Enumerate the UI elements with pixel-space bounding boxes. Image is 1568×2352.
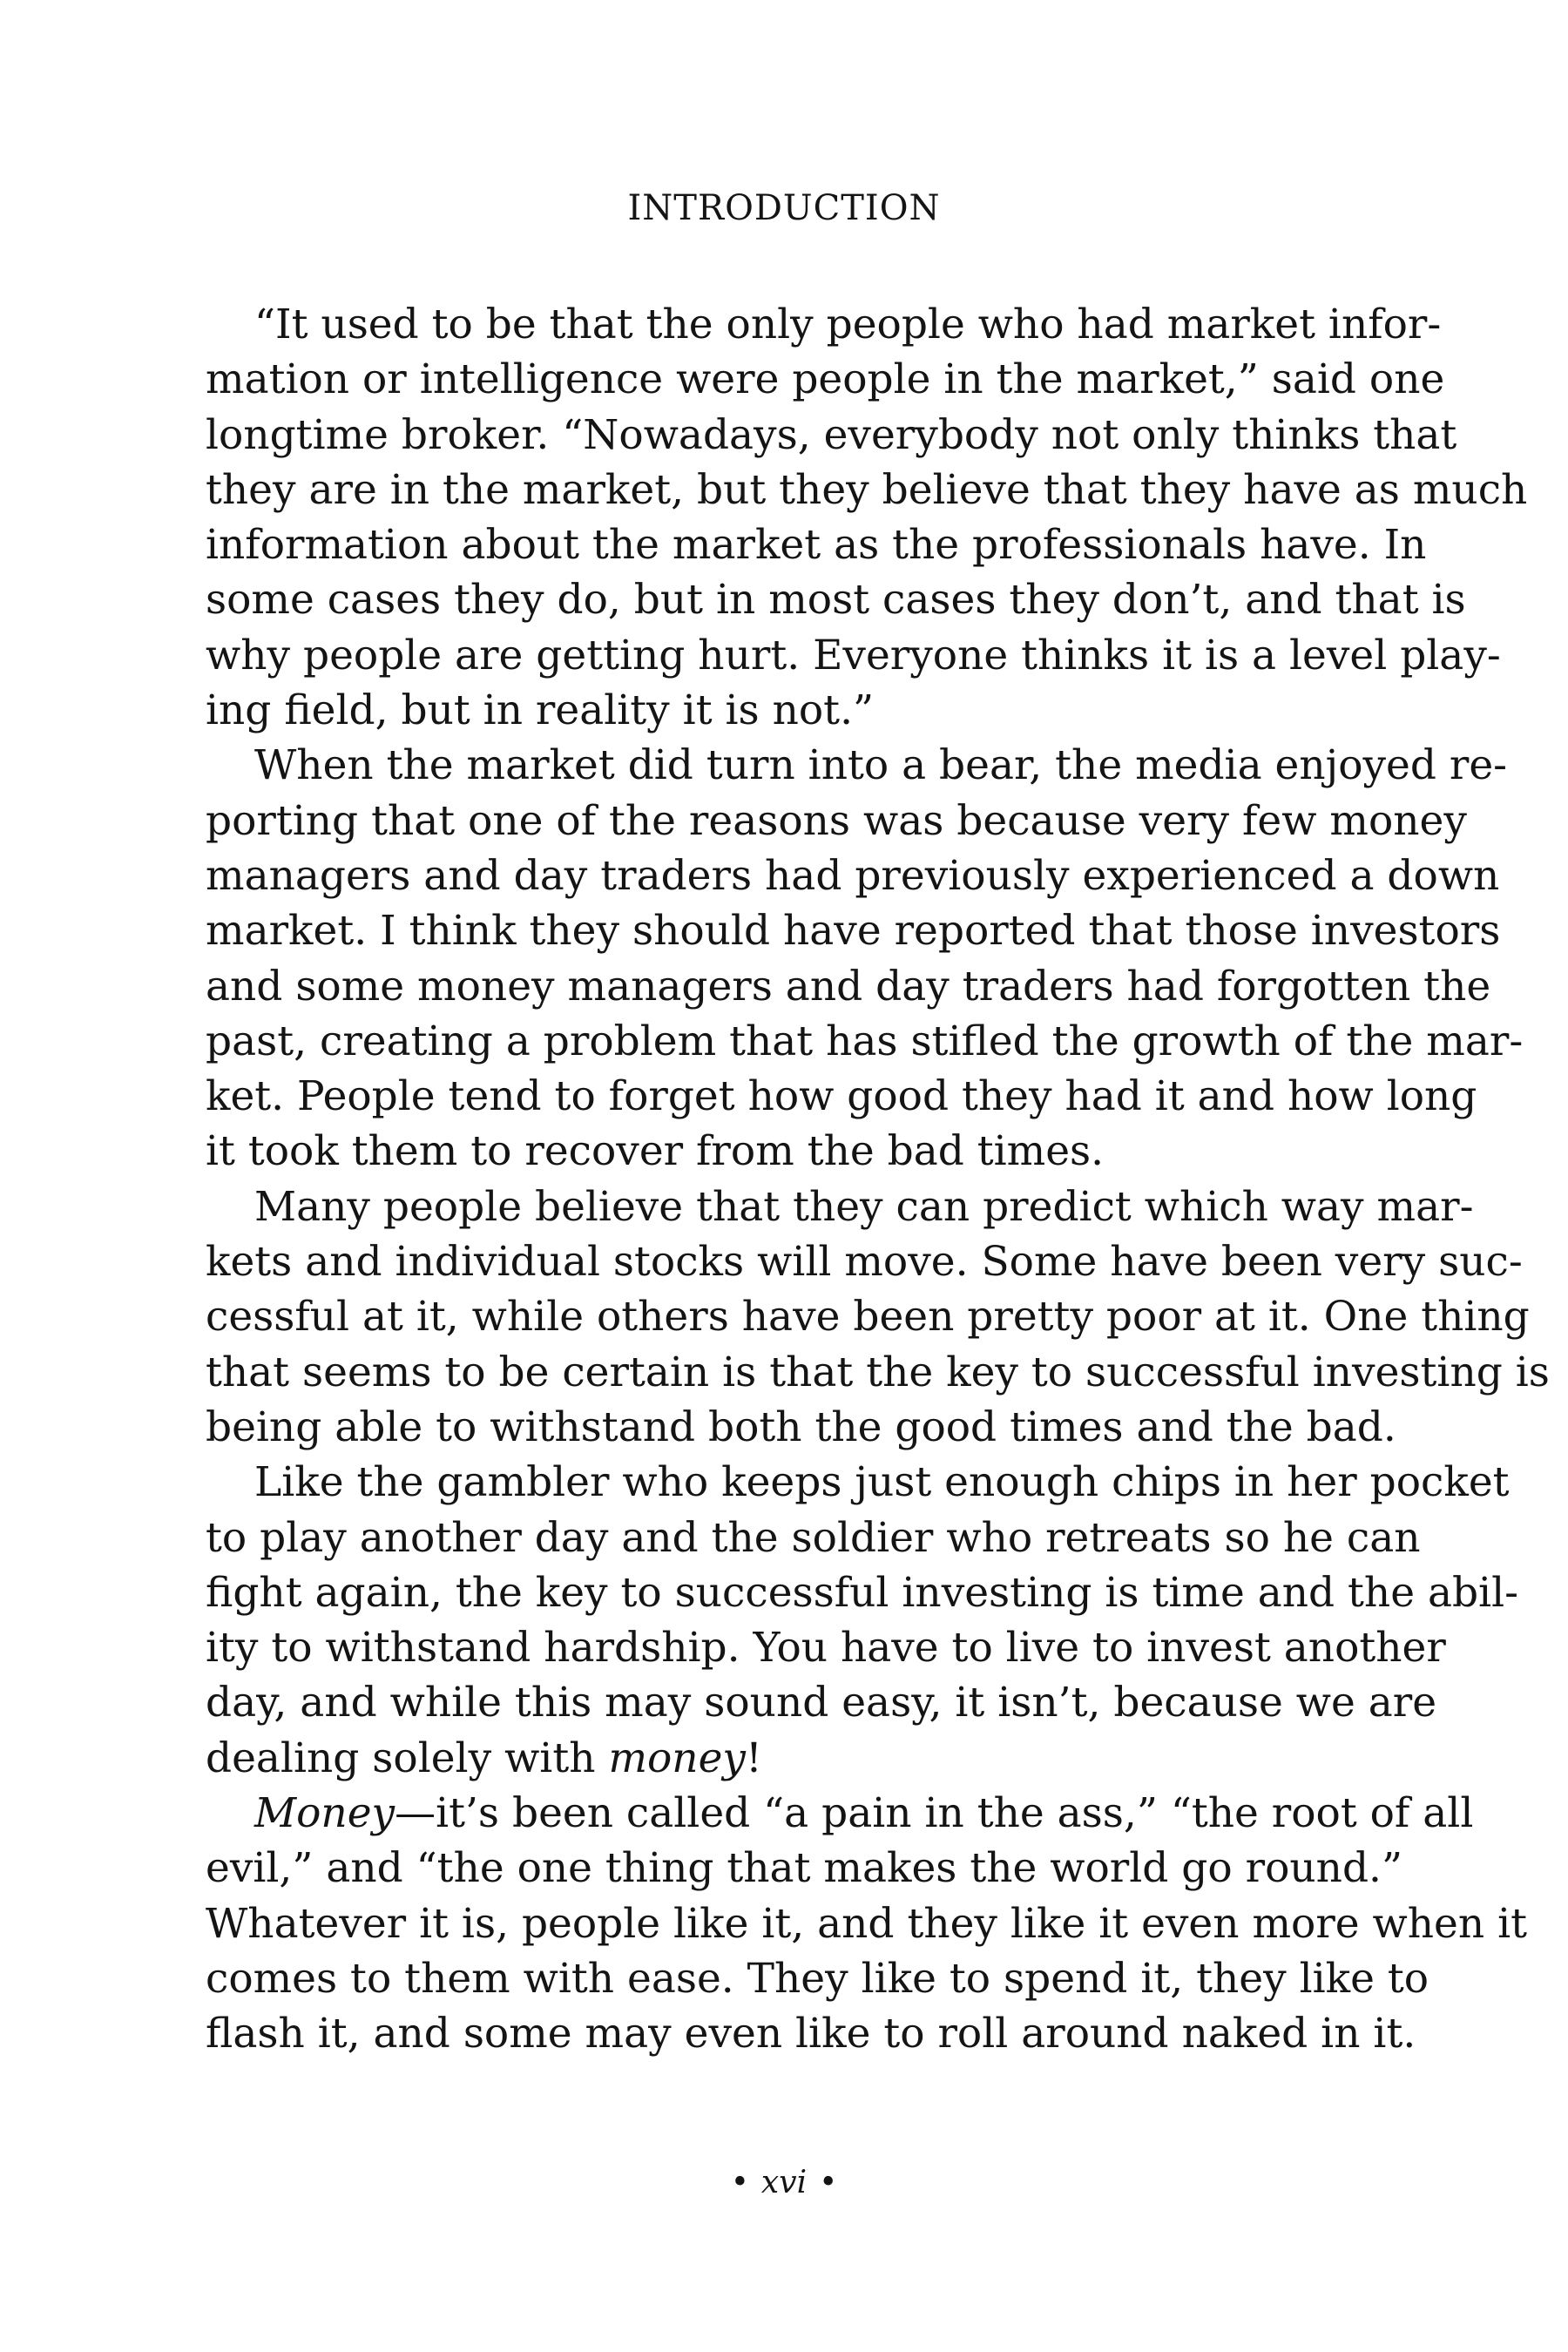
body-text [206,297,1550,2062]
text-run: dealing solely with [206,1734,609,1782]
text-line: that seems to be certain is that the key to successful investing is [206,1348,1550,1396]
text-line: mation or intelligence were people in the market,” said one [206,355,1445,404]
text-line: fight again, the key to successful investing is time and the abil- [206,1568,1519,1617]
text-line: Like the gambler who keeps just enough chips in her pocket [254,1458,1510,1507]
text-line: some cases they do, but in most cases they don’t, and that is [206,576,1466,625]
text-line: and some money managers and day traders had forgotten the [206,962,1491,1010]
text-line: kets and individual stocks will move. Some have been very suc- [206,1238,1523,1287]
text-line: When the market did turn into a bear, the media enjoyed re- [254,741,1508,790]
text-line: past, creating a problem that has stifled the growth of the mar- [206,1017,1524,1065]
text-line: Many people believe that they can predict which way mar- [254,1182,1474,1231]
text-line: day, and while this may sound easy, it isn’t, because we are [206,1679,1437,1727]
page-folio [0,2164,1568,2202]
text-line [206,1786,1474,1841]
text-line: “It used to be that the only people who had market infor- [254,301,1442,348]
text-line: porting that one of the reasons was because very few money [206,796,1467,845]
text-line: why people are getting hurt. Everyone thinks it is a level play- [206,631,1501,679]
text-line: evil,” and “the one thing that makes the world go round.” [206,1844,1402,1893]
bullet-right: • [819,2165,838,2200]
text-line: longtime broker. “Nowadays, everybody not only thinks that [206,410,1457,459]
text-line: they are in the market, but they believe that they have as much [206,465,1528,514]
text-line: ket. People tend to forget how good they had it and how long [206,1072,1477,1121]
text-line: ing field, but in reality it is not.” [206,686,875,735]
text-run: ! [745,1734,762,1782]
text-line: Whatever it is, people like it, and they like it even more when it [206,1899,1527,1948]
running-head: INTRODUCTION [627,188,941,228]
text-line: information about the market as the professionals have. In [206,521,1427,570]
emphasis-money: Money [254,1789,395,1838]
text-line: managers and day traders had previously experienced a down [206,851,1500,900]
text-line [206,1731,1368,1786]
bullet-left: • [730,2165,749,2200]
text-run: —it’s been called “a pain in the ass,” “the root of all [395,1789,1474,1838]
text-line: comes to them with ease. They like to spend it, they like to [206,1954,1429,2003]
text-line: to play another day and the soldier who retreats so he can [206,1513,1421,1562]
text-line: it took them to recover from the bad times. [206,1127,1105,1176]
page-number: xvi [760,2165,808,2200]
text-line: cessful at it, while others have been pretty poor at it. One thing [206,1293,1530,1342]
text-line: being able to withstand both the good times and the bad. [206,1402,1396,1451]
text-line: ity to withstand hardship. You have to live to invest another [206,1624,1446,1673]
emphasis-money: money [608,1734,746,1782]
text-line: market. I think they should have reported that those investors [206,907,1501,956]
text-line: flash it, and some may even like to roll around naked in it. [206,2010,1416,2058]
